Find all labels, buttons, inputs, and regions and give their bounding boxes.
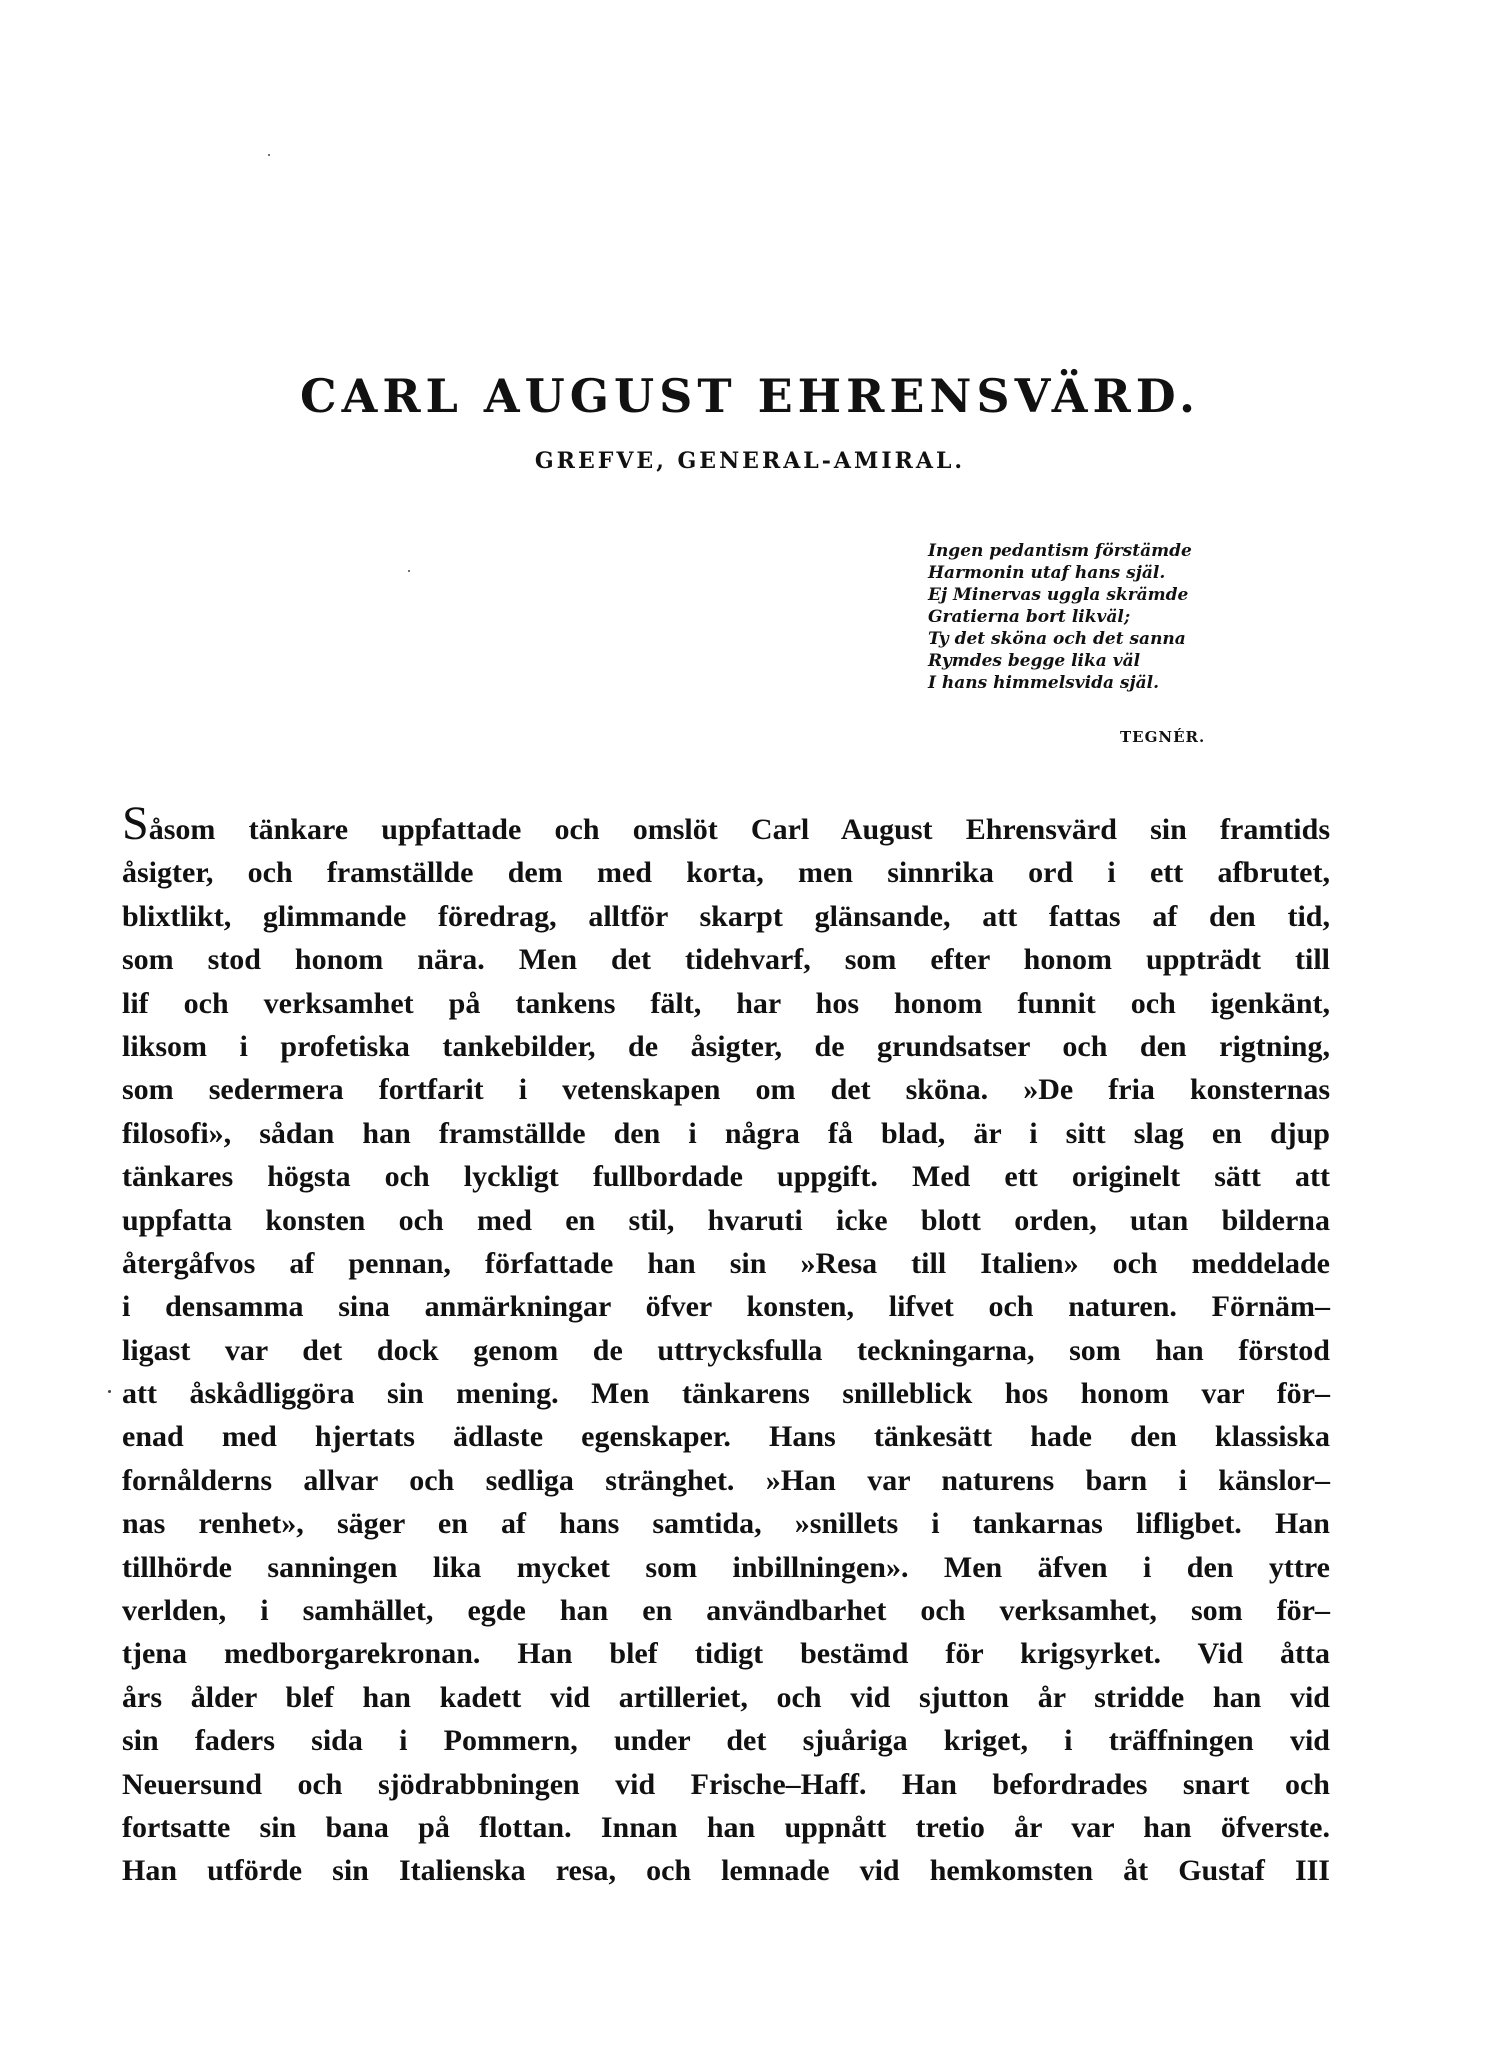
body-line: nas renhet», säger en af hans samtida, »snillets i tankarnas lifligbet. Han — [122, 1507, 1330, 1541]
print-speck — [108, 1390, 111, 1393]
print-speck — [268, 154, 270, 156]
body-line: återgåfvos af pennan, författade han sin »Resa till Italien» och meddelade — [122, 1246, 1330, 1280]
body-line: sin faders sida i Pommern, under det sjuåriga kriget, i träffningen vid — [122, 1724, 1330, 1758]
body-line: blixtlikt, glimmande föredrag, alltför skarpt glänsande, att fattas af den tid, — [122, 899, 1330, 933]
body-line: verlden, i samhället, egde han en användbarhet och verksamhet, som för– — [122, 1594, 1330, 1628]
body-line: ligast var det dock genom de uttrycksfulla teckningarna, som han förstod — [122, 1333, 1330, 1367]
body-line: att åskådliggöra sin mening. Men tänkarens snilleblick hos honom var för– — [122, 1377, 1330, 1411]
epigraph — [928, 540, 1348, 694]
body-line: åsigter, och framställde dem med korta, men sinnrika ord i ett afbrutet, — [122, 856, 1330, 890]
body-line: som sedermera fortfarit i vetenskapen om det sköna. »De fria konsternas — [122, 1073, 1330, 1107]
body-line: Neuersund och sjödrabbningen vid Frische–Haff. Han befordrades snart och — [122, 1767, 1330, 1801]
body-line: fornålderns allvar och sedliga stränghet. »Han var naturens barn i känslor– — [122, 1463, 1330, 1497]
epigraph-line: Harmonin utaf hans själ. — [928, 563, 1166, 583]
body-line: som stod honom nära. Men det tidehvarf, som efter honom uppträdt till — [122, 943, 1330, 977]
epigraph-line: Gratierna bort likväl; — [928, 607, 1131, 627]
body-line: enad med hjertats ädlaste egenskaper. Hans tänkesätt hade den klassiska — [122, 1420, 1330, 1454]
body-line-text: åsom tänkare uppfattade och omslöt Carl August Ehrensvärd sin framtids — [148, 813, 1330, 846]
body-line: i densamma sina anmärkningar öfver konsten, lifvet och naturen. Förnäm– — [122, 1290, 1330, 1324]
body-line: uppfatta konsten och med en stil, hvaruti icke blott orden, utan bilderna — [122, 1203, 1330, 1237]
epigraph-line: Ty det sköna och det sanna — [928, 629, 1186, 649]
print-speck — [408, 570, 410, 572]
body-text — [122, 797, 1330, 1893]
body-line: lif och verksamhet på tankens fält, har hos honom funnit och igenkänt, — [122, 986, 1330, 1020]
body-line: tillhörde sanningen lika mycket som inbillningen». Men äfven i den yttre — [122, 1550, 1330, 1584]
body-line: Han utförde sin Italienska resa, och lemnade vid hemkomsten åt Gustaf III — [122, 1854, 1330, 1888]
epigraph-attribution: TEGNÉR. — [1120, 728, 1206, 746]
epigraph-line: Ej Minervas uggla skrämde — [928, 585, 1189, 605]
body-line: liksom i profetiska tankebilder, de åsigter, de grundsatser och den rigtning, — [122, 1029, 1330, 1063]
body-line: fortsatte sin bana på flottan. Innan han uppnått tretio år var han öfverste. — [122, 1810, 1330, 1844]
body-line: tänkares högsta och lyckligt fullbordade uppgift. Med ett originelt sätt att — [122, 1160, 1330, 1194]
epigraph-line: I hans himmelsvida själ. — [928, 673, 1160, 693]
page-title: CARL AUGUST EHRENSVÄRD. — [300, 369, 1200, 423]
body-line: filosofi», sådan han framställde den i några få blad, är i sitt slag en djup — [122, 1116, 1330, 1150]
page-subtitle: GREFVE, GENERAL-AMIRAL. — [534, 448, 966, 474]
drop-initial: S — [122, 797, 149, 850]
body-line — [122, 797, 1330, 851]
epigraph-line: Rymdes begge lika väl — [928, 651, 1141, 671]
epigraph-line: Ingen pedantism förstämde — [928, 541, 1192, 561]
body-line: års ålder blef han kadett vid artilleriet, och vid sjutton år stridde han vid — [122, 1680, 1330, 1714]
body-line: tjena medborgarekronan. Han blef tidigt bestämd för krigsyrket. Vid åtta — [122, 1637, 1330, 1671]
